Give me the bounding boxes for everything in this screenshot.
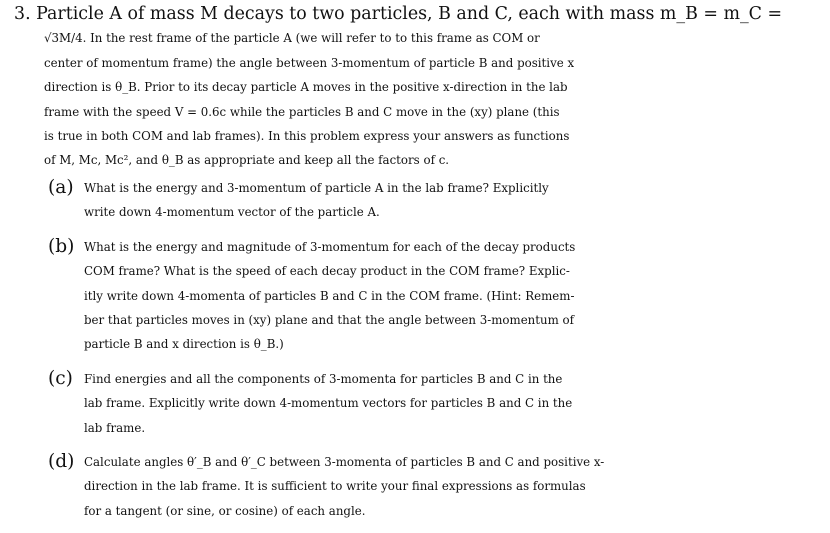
part-line: Calculate angles θ′_B and θ′_C between 3-momenta of particles B and C and positive x- xyxy=(84,455,605,470)
part-line: for a tangent (or sine, or cosine) of each angle. xyxy=(84,503,366,518)
part-label: (c) xyxy=(48,367,73,389)
problem-line: center of momentum frame) the angle between 3-momentum of particle B and positive x xyxy=(44,55,575,70)
part-b xyxy=(48,235,793,357)
part-line: itly write down 4-momenta of particles B and C in the COM frame. (Hint: Remem- xyxy=(84,288,575,303)
part-line: lab frame. Explicitly write down 4-momentum vectors for particles B and C in the xyxy=(84,396,573,411)
part-line: write down 4-momentum vector of the particle A. xyxy=(84,205,380,220)
problem-line: is true in both COM and lab frames). In this problem express your answers as functions xyxy=(44,129,570,144)
part-line: ber that particles moves in (xy) plane and that the angle between 3-momentum of xyxy=(84,313,575,328)
part-line: What is the energy and magnitude of 3-momentum for each of the decay products xyxy=(84,239,576,254)
part-line: particle B and x direction is θ_B.) xyxy=(84,337,284,352)
problem-line: of M, Mc, Mc², and θ_B as appropriate and keep all the factors of c. xyxy=(44,153,450,168)
part-d xyxy=(48,450,793,523)
part-line: What is the energy and 3-momentum of particle A in the lab frame? Explicitly xyxy=(84,181,549,195)
part-label: (a) xyxy=(48,177,74,198)
part-line: COM frame? What is the speed of each decay product in the COM frame? Explic- xyxy=(84,264,570,279)
part-line: direction in the lab frame. It is sufficient to write your final expressions as formulas xyxy=(84,479,586,494)
part-label: (b) xyxy=(48,235,75,257)
part-c xyxy=(48,367,793,440)
problem-line: √3M/4. In the rest frame of the particle A (we will refer to to this frame as COM or xyxy=(44,31,540,46)
part-line: lab frame. xyxy=(84,420,146,435)
part-label: (d) xyxy=(48,451,75,473)
part-line: Find energies and all the components of 3-momenta for particles B and C in the xyxy=(84,371,563,386)
part-a xyxy=(48,176,793,225)
problem-parts xyxy=(48,176,793,533)
problem-statement xyxy=(14,2,790,173)
problem-line: direction is θ_B. Prior to its decay particle A moves in the positive x-direction in the lab xyxy=(44,80,568,95)
problem-line: 3. Particle A of mass M decays to two particles, B and C, each with mass m_B = m_C = xyxy=(14,4,783,24)
problem-line: frame with the speed V = 0.6c while the particles B and C move in the (xy) plane (this xyxy=(44,104,560,119)
